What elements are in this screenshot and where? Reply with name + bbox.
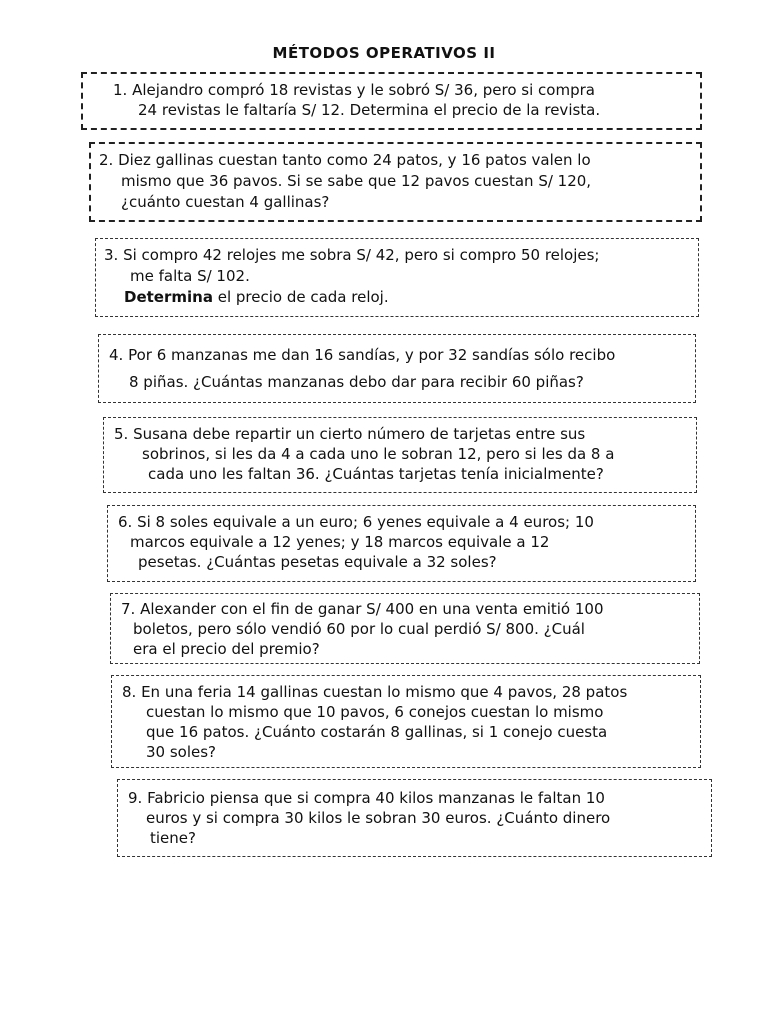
problem-5-box <box>103 417 697 493</box>
problem-8-line-2: cuestan lo mismo que 10 pavos, 6 conejos cuestan lo mismo <box>146 703 604 721</box>
problem-9-line-3: tiene? <box>150 829 196 847</box>
problem-3-line-3 <box>104 287 698 308</box>
problem-4-box <box>98 334 696 403</box>
problem-2-line-2: mismo que 36 pavos. Si se sabe que 12 pavos cuestan S/ 120, <box>121 172 592 190</box>
problem-6-line-3: pesetas. ¿Cuántas pesetas equivale a 32 soles? <box>138 553 497 571</box>
problem-7-box <box>110 593 700 664</box>
problem-6-box <box>107 505 696 582</box>
problem-8-line-3: que 16 patos. ¿Cuánto costarán 8 gallinas, si 1 conejo cuesta <box>146 723 608 741</box>
problem-2-line-1: 2. Diez gallinas cuestan tanto como 24 patos, y 16 patos valen lo <box>99 151 591 169</box>
problem-1-box <box>81 72 702 130</box>
problem-4-line-1: 4. Por 6 manzanas me dan 16 sandías, y por 32 sandías sólo recibo <box>109 346 616 364</box>
problem-2-line-3: ¿cuánto cuestan 4 gallinas? <box>121 193 330 211</box>
problem-8-box <box>111 675 701 768</box>
problem-5-line-1: 5. Susana debe repartir un cierto número de tarjetas entre sus <box>114 425 586 443</box>
page-title: MÉTODOS OPERATIVOS II <box>272 44 496 62</box>
problem-2-box <box>89 142 702 222</box>
problem-3-line-1: 3. Si compro 42 relojes me sobra S/ 42, pero si compro 50 relojes; <box>104 246 600 264</box>
problem-6-line-1: 6. Si 8 soles equivale a un euro; 6 yenes equivale a 4 euros; 10 <box>118 513 594 531</box>
problem-9-box <box>117 779 712 857</box>
problem-6-line-2: marcos equivale a 12 yenes; y 18 marcos equivale a 12 <box>130 533 550 551</box>
problem-8-line-4: 30 soles? <box>146 743 217 761</box>
problem-9-line-2: euros y si compra 30 kilos le sobran 30 euros. ¿Cuánto dinero <box>146 809 611 827</box>
problem-4-line-2: 8 piñas. ¿Cuántas manzanas debo dar para recibir 60 piñas? <box>129 373 584 391</box>
problem-5-line-3: cada uno les faltan 36. ¿Cuántas tarjetas tenía inicialmente? <box>148 465 604 483</box>
problem-7-line-3: era el precio del premio? <box>133 640 320 658</box>
problem-7-line-2: boletos, pero sólo vendió 60 por lo cual perdió S/ 800. ¿Cuál <box>133 620 585 638</box>
problem-9-line-1: 9. Fabricio piensa que si compra 40 kilos manzanas le faltan 10 <box>128 789 605 807</box>
problem-1-line-2: 24 revistas le faltaría S/ 12. Determina el precio de la revista. <box>138 101 601 119</box>
problem-1-line-1: 1. Alejandro compró 18 revistas y le sobró S/ 36, pero si compra <box>113 81 595 99</box>
problem-3-line-3-rest: el precio de cada reloj. <box>212 288 389 306</box>
problem-3-box <box>95 238 699 317</box>
problem-3-line-2: me falta S/ 102. <box>130 267 250 285</box>
problem-5-line-2: sobrinos, si les da 4 a cada uno le sobran 12, pero si les da 8 a <box>142 445 615 463</box>
problem-8-line-1: 8. En una feria 14 gallinas cuestan lo mismo que 4 pavos, 28 patos <box>122 683 628 701</box>
problem-3-bold-word: Determina <box>124 288 213 306</box>
problem-7-line-1: 7. Alexander con el fin de ganar S/ 400 en una venta emitió 100 <box>121 600 604 618</box>
